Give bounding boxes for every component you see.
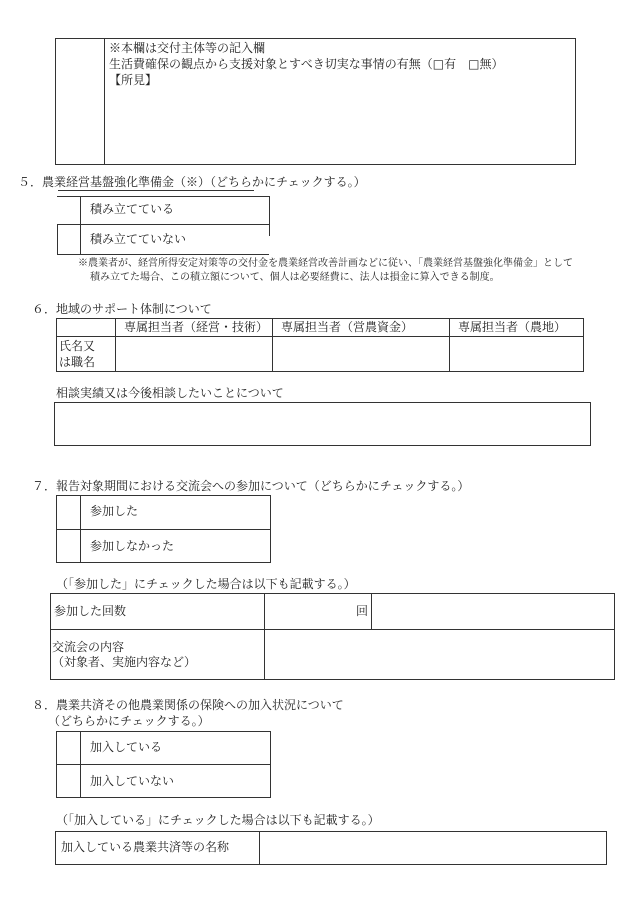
section5-heading: ５．農業経営基盤強化準備金（※）（どちらかにチェックする。）: [18, 175, 366, 189]
section7-choice-mid: [56, 529, 271, 530]
insurance-name-divider: [259, 831, 260, 865]
section5-checkbox-1[interactable]: [58, 197, 80, 224]
section8-heading-line1: ８．農業共済その他農業関係の保険への加入状況について: [32, 698, 344, 712]
section7-heading: ７．報告対象期間における交流会への参加について（どちらかにチェックする。）: [32, 479, 470, 493]
exchange-content-label-line2: （対象者、実施内容など）: [52, 655, 197, 669]
section5-table-divider: [80, 196, 81, 254]
exchange-detail-col2: [371, 593, 372, 629]
section7-checkbox-2[interactable]: [57, 530, 79, 562]
section8-checkbox-2[interactable]: [57, 765, 79, 797]
exchange-count-input[interactable]: [266, 595, 354, 627]
insurance-name-input[interactable]: [261, 833, 605, 863]
section8-choice-mid: [56, 764, 271, 765]
insurance-name-label: 加入している農業共済等の名称: [61, 840, 230, 854]
section8-checkbox-1[interactable]: [57, 732, 79, 763]
support-row-label-line2: は職名: [59, 355, 96, 369]
section8-heading-line2: （どちらかにチェックする。）: [48, 714, 210, 728]
exchange-detail-mid: [50, 629, 615, 630]
section5-table-bottom: [57, 254, 269, 255]
section5-note-line1: ※農業者が、経営所得安定対策等の交付金を農業経営改善計画などに従い、「農業経営基盤強化準備金」として: [78, 258, 573, 269]
section5-table-mid: [57, 224, 269, 225]
officer-box-divider: [104, 38, 105, 165]
section5-table-top: [57, 196, 269, 197]
officer-box-title: ※本欄は交付主体等の記入欄: [109, 41, 266, 55]
exchange-count-unit: 回: [356, 604, 369, 618]
section7-checkbox-1[interactable]: [57, 496, 79, 528]
officer-opinion-area[interactable]: [106, 92, 574, 163]
section5-option-1: 積み立てている: [90, 202, 175, 216]
section7-choice-divider: [80, 495, 81, 563]
support-col-header-farmland: 専属担当者（農地）: [458, 320, 567, 334]
exchange-content-label-line1: 交流会の内容: [52, 640, 125, 654]
support-name-field-farmland[interactable]: [450, 337, 583, 371]
section8-sub-heading: （「加入している」にチェックした場合は以下も記載する。）: [56, 813, 380, 827]
exchange-detail-col1: [264, 593, 265, 680]
officer-box-question: 生活費確保の観点から支援対象とすべき切実な事情の有無（□有 □無）: [109, 57, 504, 71]
section7-sub-heading: （「参加した」にチェックした場合は以下も記載する。）: [56, 577, 356, 591]
section5-table-right: [269, 196, 270, 236]
section5-option-2: 積み立てていない: [90, 232, 187, 246]
section7-option-2: 参加しなかった: [90, 539, 175, 553]
support-row-label-line1: 氏名又: [59, 339, 96, 353]
support-col-header-finance: 専属担当者（営農資金）: [281, 320, 414, 334]
section8-option-2: 加入していない: [90, 774, 175, 788]
section8-option-1: 加入している: [90, 740, 163, 754]
exchange-count-extra-cell[interactable]: [373, 595, 613, 627]
support-name-field-management[interactable]: [116, 337, 271, 371]
consult-input-box[interactable]: [54, 402, 591, 446]
section5-heading-underline: [58, 190, 254, 191]
section7-option-1: 参加した: [90, 504, 139, 518]
support-col-header-management: 専属担当者（経営・技術）: [124, 320, 269, 334]
exchange-content-input[interactable]: [266, 631, 613, 678]
officer-box-opinion-label: 【所見】: [109, 73, 158, 87]
support-name-field-finance[interactable]: [273, 337, 448, 371]
exchange-count-label: 参加した回数: [54, 604, 127, 618]
section6-heading: ６．地域のサポート体制について: [32, 302, 212, 316]
section8-choice-divider: [80, 731, 81, 798]
section5-note-line2: 積み立てた場合、この積立額について、個人は必要経費に、法人は損金に算入できる制度。: [90, 272, 500, 283]
section5-checkbox-2[interactable]: [58, 225, 80, 254]
consult-label: 相談実績又は今後相談したいことについて: [56, 386, 284, 400]
